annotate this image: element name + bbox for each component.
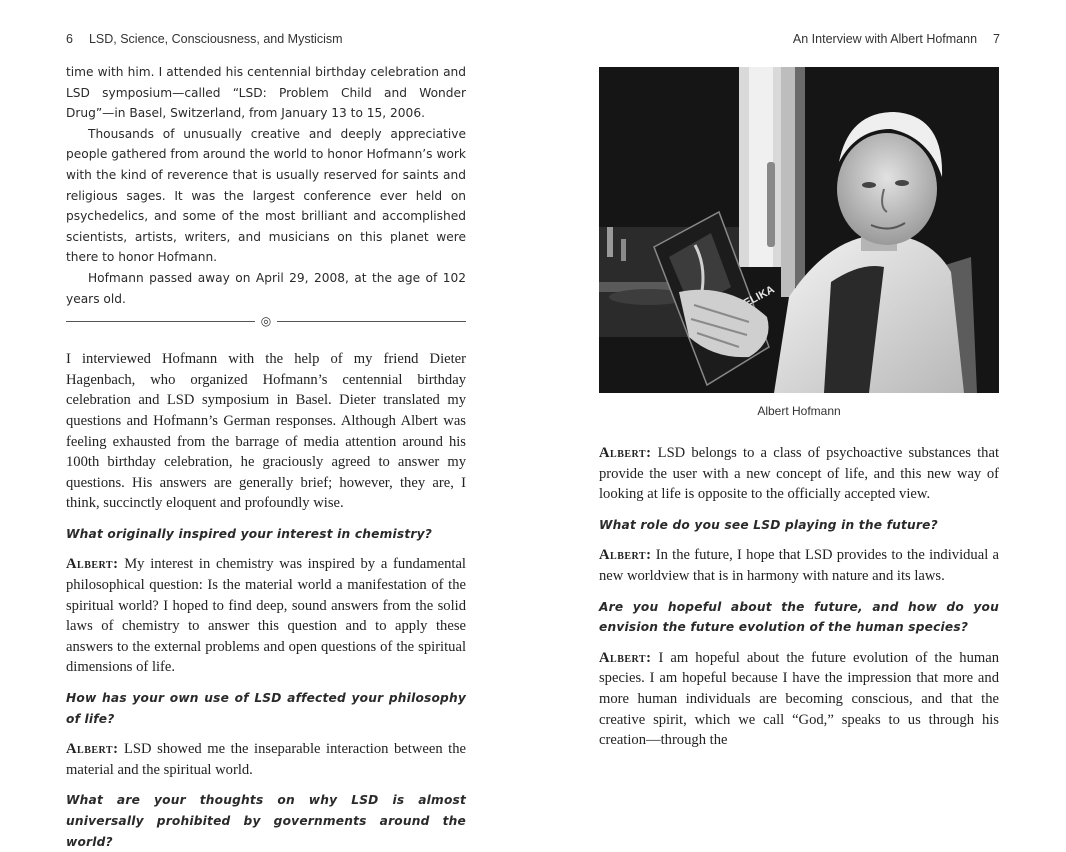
answer-3-speaker: Albert: [599, 445, 652, 461]
answer-2 [66, 739, 466, 780]
section-divider [66, 315, 466, 327]
right-running-head-title: An Interview with Albert Hofmann [792, 32, 978, 46]
divider-ornament-icon: ◎ [260, 314, 272, 329]
answer-4-speaker: Albert: [599, 547, 652, 564]
question-1: What originally inspired your interest in chemistry? [66, 526, 433, 541]
question-4: What role do you see LSD playing in the future? [599, 517, 938, 532]
portrait-photo [599, 67, 999, 393]
question-5: Are you hopeful about the future, and how do you envision the future evolution of the human species? [599, 599, 999, 635]
question-3: What are your thoughts on why LSD is almost universally prohibited by governments around the world? [66, 793, 466, 849]
answer-3-text: LSD belongs to a class of psychoactive substances that provide the user with a new concept of life, and this new way of looking at life is opposite to the officially accepted view. [599, 445, 999, 503]
answer-2-speaker: Albert: [66, 741, 119, 758]
intro-paragraph-3: Hofmann passed away on April 29, 2008, at the age of 102 years old. [66, 270, 466, 306]
answer-3 [599, 443, 999, 505]
answer-2-text: LSD showed me the inseparable interaction between the material and the spiritual world. [66, 741, 466, 778]
answer-4 [599, 545, 999, 586]
answer-5-text: I am hopeful about the future evolution of the human species. I am hopeful because I have the impression that more and more human individuals are becoming conscious, and that the creative spirit, which we call “God,” speaks to us through his creation—through the [599, 649, 999, 749]
answer-1-text: My interest in chemistry was inspired by a fundamental philosophical question: Is the material world a manifestation of the spiritual world? I hoped to find deep, sound answers from the solid laws of chemistry to answer this question and to apply these answers to the external problems and open questions of the spiritual dimensions of life. [66, 556, 466, 676]
interview-intro-paragraph: I interviewed Hofmann with the help of my friend Dieter Hagenbach, who organized Hofmann’s centennial birthday celebration and LSD symposium in Basel. Dieter translated my questions and Hofmann’s German responses. Although Albert was feeling exhausted from the barrage of media attention around his 100th birthday celebration, he graciously agreed to answer my questions. His answers are generally brief; however, they are, I think, succinctly eloquent and profoundly wise. [66, 351, 466, 512]
answer-4-text: In the future, I hope that LSD provides to the individual a new worldview that is in harmony with nature and its laws. [599, 547, 999, 584]
left-page [0, 0, 533, 849]
right-column [599, 443, 999, 751]
photo-caption: Albert Hofmann [757, 404, 841, 418]
left-column [66, 62, 466, 852]
right-page [533, 0, 1066, 800]
intro-paragraph-2: Thousands of unusually creative and deeply appreciative people gathered from around the world to honor Hofmann’s work with the kind of reverence that is usually reserved for saints and religious sages. It was the largest conference ever held on psychedelics, and some of the most brilliant and accomplished scientists, artists, writers, and musicians on this planet were there to honor Hofmann. [66, 126, 466, 265]
answer-5-speaker: Albert: [599, 649, 652, 666]
question-2: How has your own use of LSD affected your philosophy of life? [66, 691, 466, 726]
left-running-head-title: LSD, Science, Consciousness, and Mysticism [88, 32, 343, 46]
left-running-head [66, 32, 343, 46]
portrait-photo-image [599, 67, 999, 393]
answer-1 [66, 554, 466, 678]
right-page-number: 7 [993, 32, 1000, 46]
right-running-head [793, 32, 1000, 46]
left-page-number: 6 [66, 32, 73, 46]
answer-5 [599, 648, 999, 751]
intro-paragraph-1: time with him. I attended his centennial birthday celebration and LSD symposium—called “LSD: Problem Child and Wonder Drug”—in Basel, Switzerland, from January 13 to 15, 2006. [66, 65, 466, 121]
answer-1-speaker: Albert: [66, 556, 119, 573]
